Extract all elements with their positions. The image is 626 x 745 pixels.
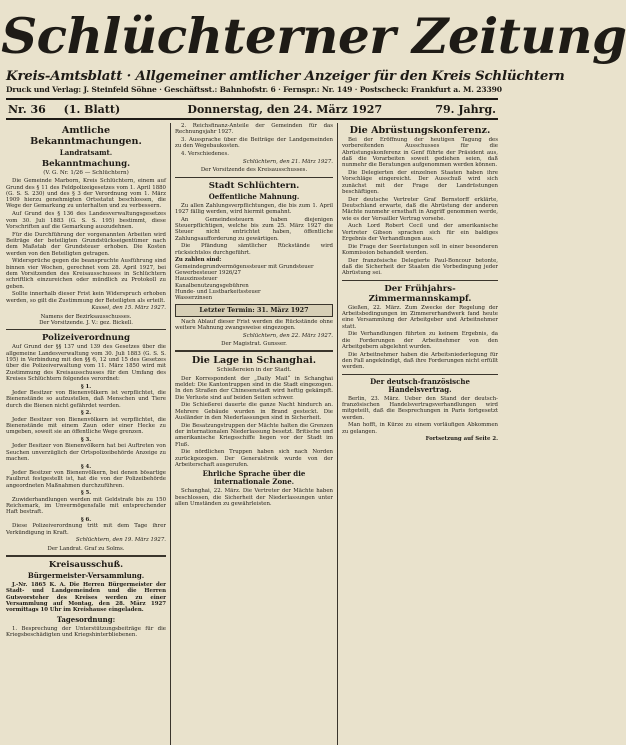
masthead-imprint: Druck und Verlag: J. Steinfeld Söhne · Geschäftsst.: Bahnhofstr. 6 · Fernspr.: Nr. 149 · Postscheck: Frankfurt a. M. 23390 xyxy=(6,85,502,94)
notice2-title: Polizeiverordnung xyxy=(41,333,131,344)
stadt-sign: Der Magistrat. Gunsser. xyxy=(221,341,287,348)
continuation-note: Fortsetzung auf Seite 2. xyxy=(425,436,498,443)
stadt-subheading: Oeffentliche Mahnung. xyxy=(208,191,300,201)
notice2-para: Auf Grund der §§ 137 und 139 des Gesetzes über die allgemeine Landesverwaltung vom 30. Juli 1883 (G. S. S. 195) in Verbindung mit den §§ 6, 12 und 15 des Gesetzes über die Polizeiverwaltung vom 11. März 1850 wird mit Zustimmung des Kreisausschusses für den Umfang des Kreises Schlüchtern folgendes verordnet: xyxy=(6,344,166,382)
section2-para: Die Arbeitnehmer haben die Arbeitsniederlegung für den Fall angekündigt, daß ihre Forderungen nicht erfüllt werden. xyxy=(342,351,498,371)
notice1-para: Sollte innerhalb dieser Frist kein Widerspruch erhoben werden, so gilt die Zustimmung der Beteiligten als erteilt. xyxy=(6,291,166,304)
disarmament-para: Die Delegierten der einzelnen Staaten haben ihre Vorschläge eingereicht. Der Ausschuß wird sich zunächst mit der Frage der Landrüstungen beschäftigen. xyxy=(342,169,498,195)
masthead-subtitle: Kreis-Amtsblatt · Allgemeiner amtlicher Anzeiger für den Kreis Schlüchtern xyxy=(6,68,565,84)
notice1-sign2: Der Vorsitzende. J. V.: gez. Bickell. xyxy=(39,320,133,327)
disarmament-para: Bei der Eröffnung der heutigen Tagung des vorbereitenden Ausschusses für die Abrüstungskonferenz in Genf führte der Präsident aus, daß die Vorarbeiten soweit gediehen seien, daß nunmehr die Beratungen aufgenommen werden können. xyxy=(342,137,498,169)
stadt-tail: Nach Ablauf dieser Frist werden die Rückstände ohne weitere Mahnung zwangsweise eingezogen. xyxy=(175,318,333,332)
section3-heading: Der deutsch-französische Handelsvertrag. xyxy=(370,376,470,394)
column-politics xyxy=(338,123,498,745)
china2-heading: Ehrliche Sprache über die internationale Zone. xyxy=(202,469,306,487)
notice3-subtitle: Bürgermeister-Versammlung. xyxy=(27,571,145,581)
china-para: Die Besatzungstruppen der Mächte halten die Grenzen der internationalen Niederlassung besetzt. Britische und amerikanische Kriegsschiffe liegen vor der Stadt im Fluß. xyxy=(175,422,333,448)
section-text: Diese Polizeiverordnung tritt mit dem Tage ihrer Verkündigung in Kraft. xyxy=(6,523,166,536)
notice2-sections xyxy=(6,384,166,536)
section3-para: Berlin, 23. März. Ueber den Stand der deutsch-französischen Handelsvertragsverhandlungen wird mitgeteilt, daß die Besprechungen in Paris fortgesetzt werden. xyxy=(342,395,498,421)
official-subheading: Landratsamt. xyxy=(59,148,113,157)
divider xyxy=(175,350,333,352)
list-item: Wasserzinsen xyxy=(175,295,213,302)
issue-year: 79. Jahrg. xyxy=(435,102,496,116)
list-item: Hunde- und Lustbarkeitssteuer xyxy=(175,288,261,295)
stadt-heading: Stadt Schlüchtern. xyxy=(208,180,300,191)
stadt-sign-place: Schlüchtern, den 22. März 1927. xyxy=(242,332,333,339)
stadt-para: Die Pfändung sämtlicher Rückstände wird rücksichtslos durchgeführt. xyxy=(175,243,333,256)
stadt-list xyxy=(175,264,333,302)
notice3-title: Kreisausschuß. xyxy=(48,560,124,571)
notice3-agenda: 1. Besprechung der Unterstützungsbeiträge für die Kriegsbeschädigten und Kriegshinterbliebenen. xyxy=(6,625,166,638)
notice1-para: Für die Durchführung der vorgenannten Arbeiten wird Beiträge der beteiligten Grundstückseigentümer nach dem Maßstab der Grundsteuer erhoben. Die Kosten werden von den Beteiligten getragen. xyxy=(6,231,166,257)
section2-para: Gießen, 22. März. Zum Zwecke der Regelung der Arbeitsbedingungen im Zimmererhandwerk fand heute eine Versammlung der Arbeitgeber und Arbeitnehmer statt. xyxy=(342,304,498,330)
disarmament-para: Der französische Delegierte Paul-Boncour betonte, daß die Sicherheit der Staaten die Vorbedingung jeder Abrüstung sei. xyxy=(342,257,498,277)
notice1-body xyxy=(6,178,166,304)
notice1-title: Bekanntmachung. xyxy=(41,159,131,169)
divider xyxy=(6,329,166,330)
section-num: § 2. xyxy=(80,410,92,417)
notice2-sign-place: Schlüchtern, den 19. März 1927. xyxy=(75,537,166,544)
notice1-sign-place: Kassel, den 15. März 1927. xyxy=(91,305,166,312)
stadt-para: An Gemeindesteuern haben diejenigen Steuerpflichtigen, welche bis zum 25. März 1927 die Steuer nicht entrichtet haben, öffentliche Zahlungsaufforderung zu gewärtigen. xyxy=(175,216,333,242)
list-item: Hauszinssteuer xyxy=(175,276,218,283)
column-local-news xyxy=(171,123,338,745)
divider xyxy=(175,177,333,178)
section3-para: Man hofft, in Kürze zu einem vorläufigen Abkommen zu gelangen. xyxy=(342,422,498,435)
disarmament-para: Auch Lord Robert Cecil und der amerikanische Vertreter Gibson sprachen sich für ein baldiges Ergebnis der Verhandlungen aus. xyxy=(342,223,498,242)
section2-heading: Der Frühjahrs-Zimmermannskampf. xyxy=(368,283,472,304)
china-para: Die nördlichen Truppen haben sich nach Norden zurückgezogen. Der Generalstreik wurde von der Arbeiterschaft ausgerufen. xyxy=(175,449,333,469)
notice3-agenda-title: Tagesordnung: xyxy=(56,614,116,624)
disarmament-para: Der deutsche Vertreter Graf Bernstorff erklärte, Deutschland erwarte, daß die Abrüstung der anderen Mächte nunmehr ernsthaft in Angriff genommen werde, wie es der Versailler Vertrag vorsehe. xyxy=(342,196,498,222)
agenda-item: 3. Aussprache über die Beiträge der Landgemeinden zu den Wegebaukosten. xyxy=(175,137,333,150)
disarmament-heading: Die Abrüstungskonferenz. xyxy=(349,125,491,136)
section-text: Zuwiderhandlungen werden mit Geldstrafe bis zu 150 Reichsmark, im Unvermögensfalle mit entsprechender Haft bestraft. xyxy=(6,496,166,516)
notice3-para: J.-Nr. 1865 K. A. Die Herren Bürgermeister der Stadt- und Landgemeinden und die Herren Gutsvorsteher des Kreises werden zu einer Versammlung auf Montag, den 28. März 1927 vormittags 10 Uhr im Kreishause eingeladen. xyxy=(6,582,166,614)
list-item: Gewerbesteuer 1926/27 xyxy=(175,270,241,277)
dateline xyxy=(6,98,498,120)
notice1-para: Widersprüche gegen die beanspruchte Ausführung sind binnen vier Wochen, gerechnet vom 28. April 1927, bei dem Vorsitzenden des Kreisausschusses in Schlüchtern schriftlich einzureichen oder mündlich zu Protokoll zu geben. xyxy=(6,258,166,290)
notice1-para: Auf Grund des § 136 des Landesverwaltungsgesetzes vom 30. Juli 1883 (G. S. S. 195) bestimmt, diese Vorschriften auf die Gemarkung auszudehnen. xyxy=(6,211,166,230)
section-text: Jeder Besitzer von Bienenvölkern hat bei Auftreten von Seuchen unverzüglich der Ortspolizeibehörde Anzeige zu machen. xyxy=(6,443,166,462)
stadt-para: Zu allen Zahlungsverpflichtungen, die bis zum 1. April 1927 fällig werden, wird hiermit gemahnt. xyxy=(175,202,333,215)
dateline-left xyxy=(8,103,134,116)
section-num: § 3. xyxy=(80,436,92,443)
list-item: Gemeindegrundvermögenssteuer mit Grundsteuer xyxy=(175,263,314,270)
china-para: Die Schießerei dauerte die ganze Nacht hindurch an. Mehrere Gebäude wurden in Brand gesteckt. Die Ausländer in den Niederlassungen sind in Sicherheit. xyxy=(175,402,333,421)
divider xyxy=(6,555,166,557)
issue-date: Donnerstag, den 24. März 1927 xyxy=(187,102,383,116)
notice2-sign: Der Landrat. Graf zu Solms. xyxy=(47,545,125,552)
intro-sign: Der Vorsitzende des Kreisausschusses. xyxy=(200,167,308,174)
masthead-title: Schlüchterner Zeitung xyxy=(1,7,626,65)
divider xyxy=(342,280,498,281)
stadt-list-title: Zu zahlen sind: xyxy=(175,257,222,264)
section-num: § 1. xyxy=(80,383,92,390)
section-text: Jeder Besitzer von Bienenvölkern ist verpflichtet, die Bienenstände mit einem Zaun oder einer Hecke zu umgeben, soweit sie an öffentliche Wege grenzen. xyxy=(6,416,166,436)
section-text: Jeder Besitzer von Bienenvölkern ist verpflichtet, die Bienenstände so aufzustellen, daß Menschen und Tiere durch die Bienen nicht gefährdet werden. xyxy=(6,389,166,409)
official-heading: Amtliche Bekanntmachungen. xyxy=(30,125,142,147)
notice1-sign: Namens der Bezirksausschusses. xyxy=(40,313,132,320)
issue-sheet: (1. Blatt) xyxy=(63,102,121,116)
disarmament-para: Die Frage der Seerüstungen soll in einer besonderen Kommission behandelt werden. xyxy=(342,243,498,257)
china-subheading: Schießereien in der Stadt. xyxy=(216,367,292,374)
section2-para: Die Verhandlungen führten zu keinem Ergebnis, da die Forderungen der Arbeitnehmer von den Arbeitgebern abgelehnt wurden. xyxy=(342,331,498,351)
china-para: Der Korrespondent der „Daily Mail“ in Schanghai meldet: Die Kantontruppen sind in die Stadt eingezogen. In den Straßen der Chinesenstadt wird heftig gekämpft. Die Verluste sind auf beiden Seiten schwer. xyxy=(175,375,333,401)
columns xyxy=(6,123,498,745)
notice1-para: Die Gemeinde Marborn, Kreis Schlüchtern, einem auf Grund des § 11 des Feldpolizeigesetzes vom 1. April 1880 (G. S. S. 230) und des § 3 der Verordnung vom 1. März 1909 hierzu genehmigten Ortsstatut beschlossen, die Wege der Gemarkung zu unterhalten und zu verbessern. xyxy=(6,178,166,210)
section-num: § 4. xyxy=(80,463,92,470)
china-heading: Die Lage in Schanghai. xyxy=(191,355,317,367)
intro-sign-place: Schlüchtern, den 21. März 1927. xyxy=(242,158,333,165)
agenda-item: 4. Verschiedenes. xyxy=(181,151,229,158)
section-num: § 6. xyxy=(80,517,92,524)
section-text: Jeder Besitzer von Bienenvölkern, bei denen bösartige Faulbrut festgestellt ist, hat die von der Polizeibehörde angeordneten Maßnahmen durchzuführen. xyxy=(6,469,166,489)
issue-number: Nr. 36 xyxy=(8,102,46,116)
list-item: Kanalbenutzungsgebühren xyxy=(175,282,249,289)
agenda-item: 2. Reichsfinanz-Anteile der Gemeinden für das Rechnungsjahr 1927. xyxy=(175,123,333,136)
notice1-ref: (V. G. Nr. 1/26 — Schlüchtern) xyxy=(43,170,129,176)
divider xyxy=(342,374,498,375)
deadline-box: Letzter Termin: 31. März 1927 xyxy=(175,304,333,317)
section-num: § 5. xyxy=(80,490,92,497)
column-official-notices xyxy=(6,123,171,745)
china2-para: Schanghai, 22. März. Die Vertreter der Mächte haben beschlossen, die Sicherheit der Niederlassungen unter allen Umständen zu gewährleisten. xyxy=(175,488,333,507)
